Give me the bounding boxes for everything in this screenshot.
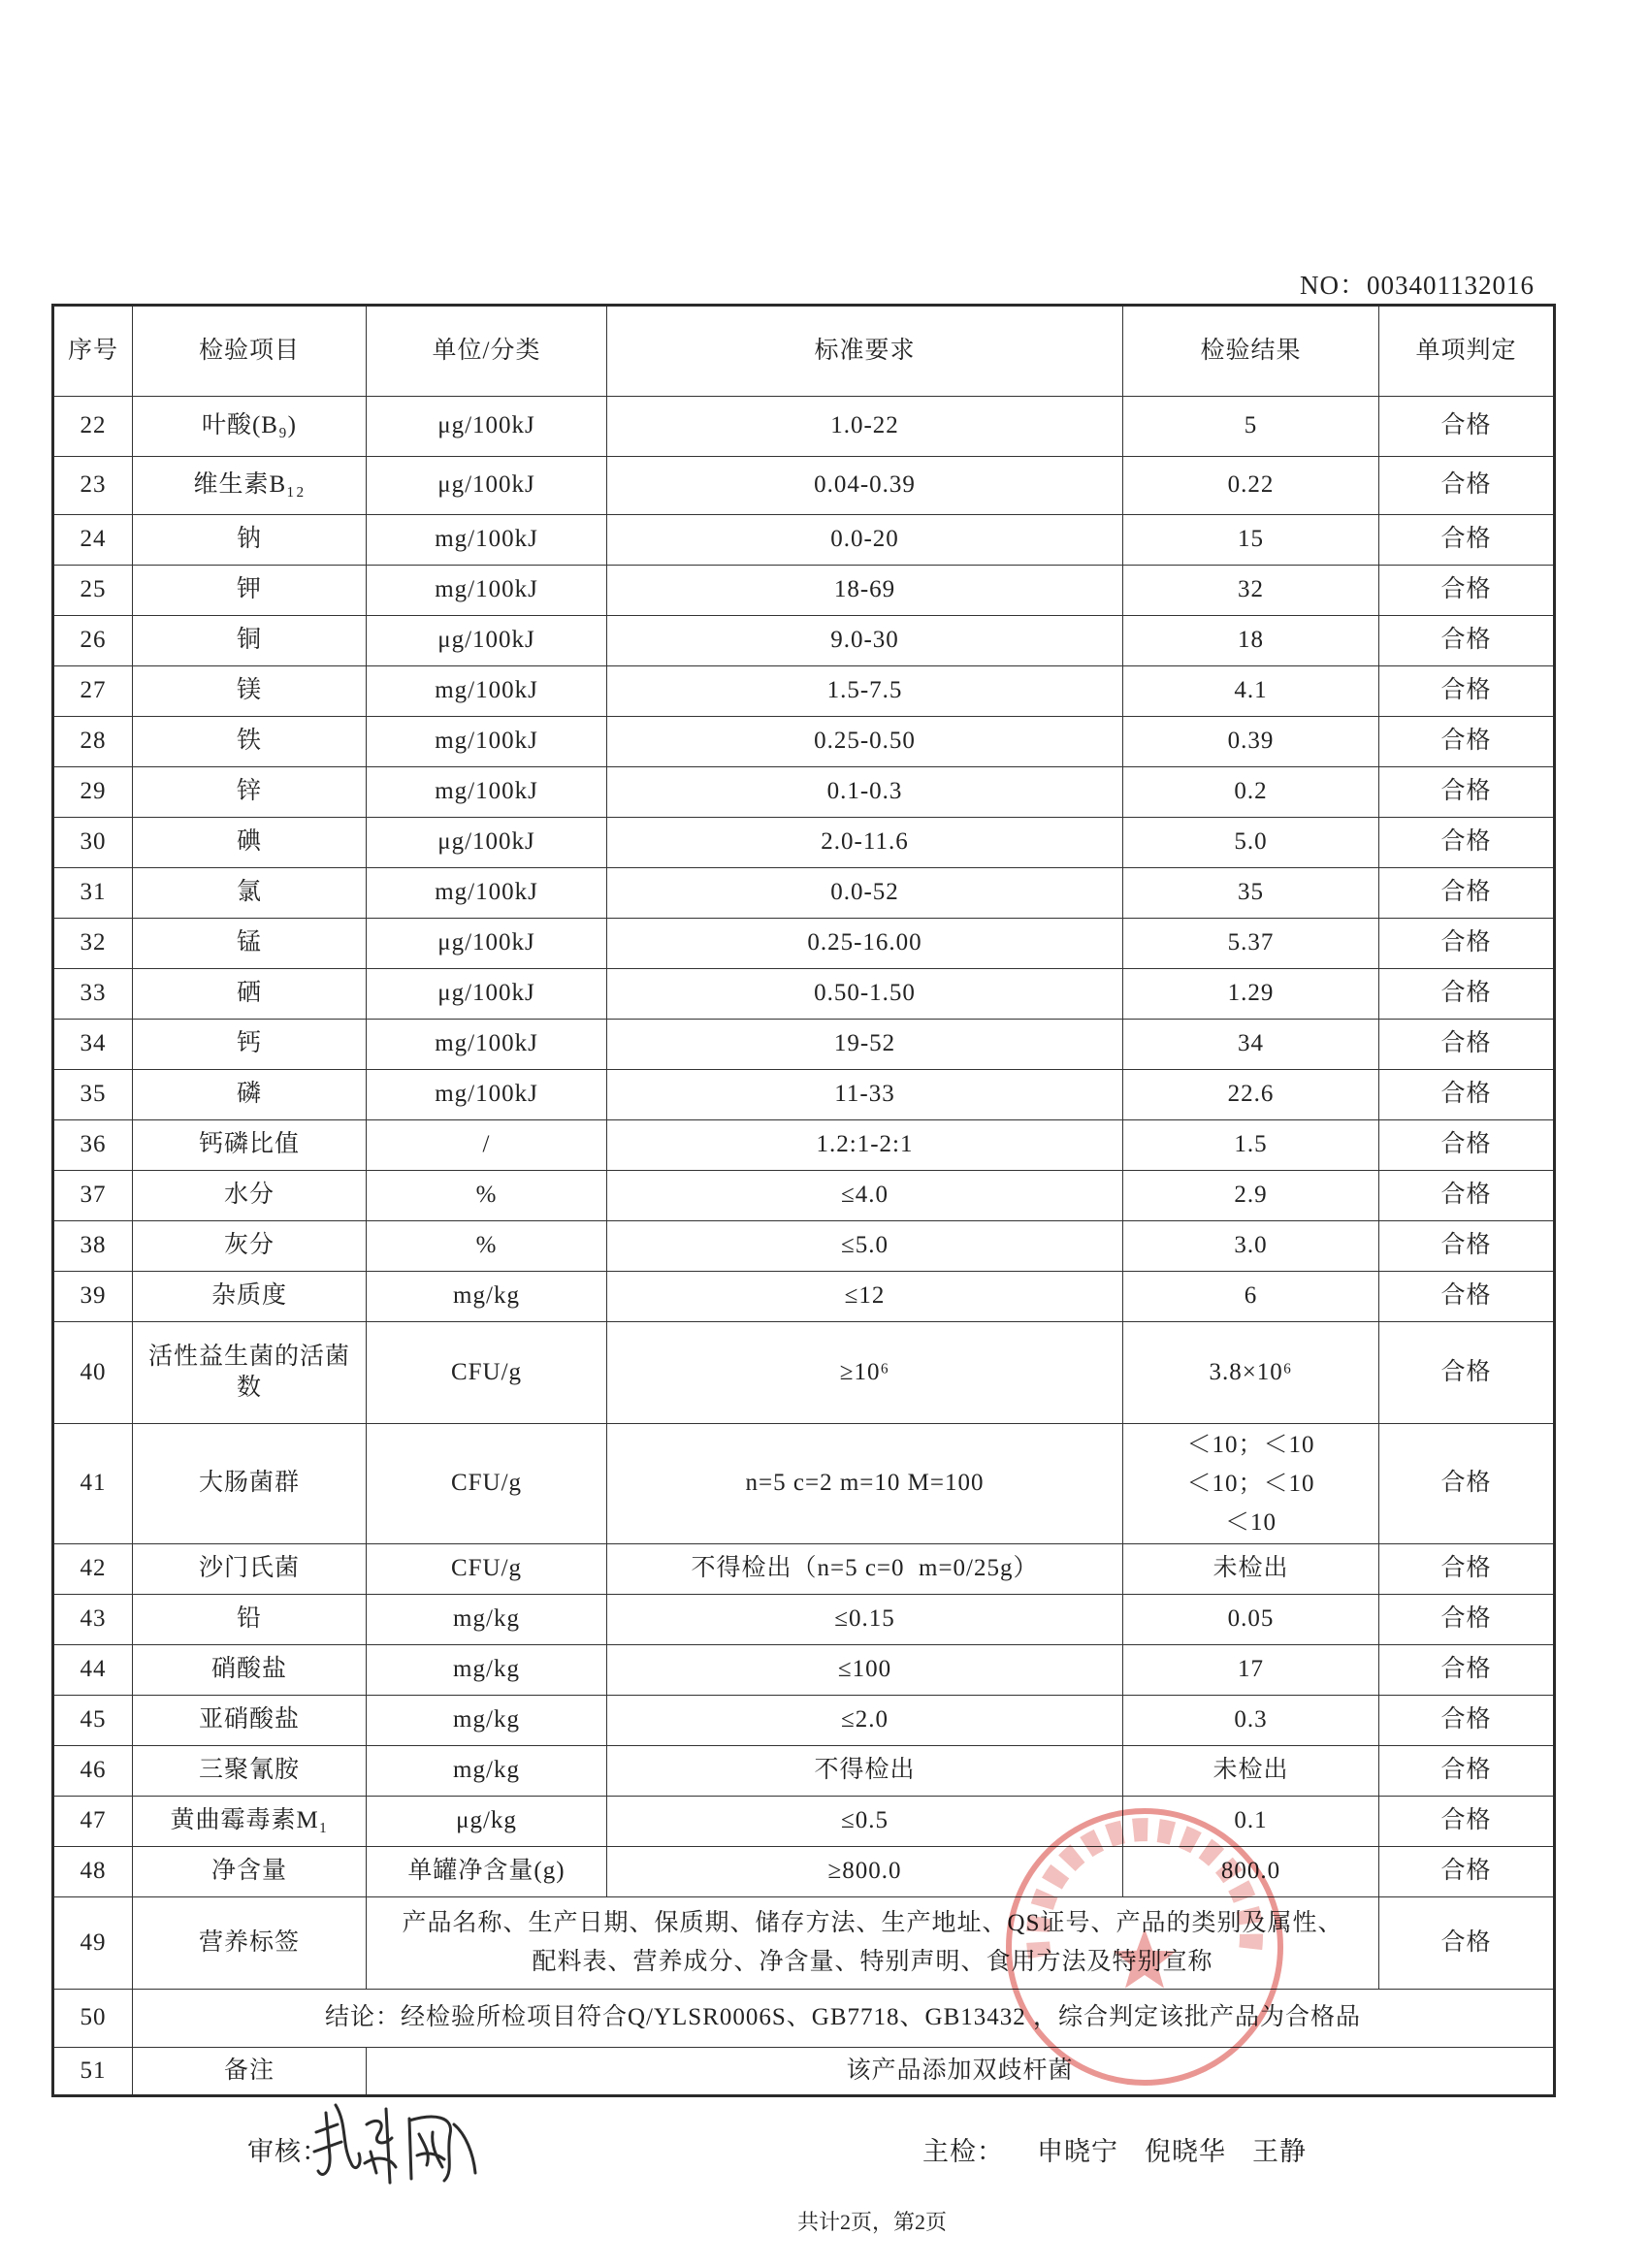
cell-verdict: 合格 [1379,1746,1555,1797]
table-row [53,1070,1555,1120]
cell-result: 5.37 [1123,919,1379,969]
cell-item: 净含量 [133,1847,367,1897]
cell-standard: ≥800.0 [607,1847,1123,1897]
table-row [53,1171,1555,1221]
cell-seq: 48 [53,1847,133,1897]
cell-item: 钙 [133,1020,367,1070]
cell-seq: 32 [53,919,133,969]
cell-item: 亚硝酸盐 [133,1696,367,1746]
table-row-label [53,1897,1555,1990]
cell-standard: 0.04-0.39 [607,457,1123,515]
cell-seq: 30 [53,818,133,868]
cell-unit: 单罐净含量(g) [367,1847,607,1897]
cell-item: 营养标签 [133,1897,367,1990]
cell-verdict: 合格 [1379,1595,1555,1645]
cell-line: ＜10；＜10 [1186,1470,1315,1497]
cell-seq: 41 [53,1424,133,1544]
cell-result: 未检出 [1123,1544,1379,1595]
table-row [53,616,1555,666]
table-row [53,1797,1555,1847]
cell-result: 17 [1123,1645,1379,1696]
cell-unit: μg/100kJ [367,969,607,1020]
cell-verdict: 合格 [1379,515,1555,566]
reviewer-label: 审核： [247,2137,329,2166]
cell-item: 氯 [133,868,367,919]
page-info: 共计2页，第2页 [797,2210,948,2234]
cell-verdict: 合格 [1379,1696,1555,1746]
cell-seq: 46 [53,1746,133,1797]
cell-item: 杂质度 [133,1272,367,1322]
inspection-table [51,304,1556,2097]
inspector-label: 主检： [922,2137,1004,2166]
cell-standard: 11-33 [607,1070,1123,1120]
reviewer-signature [308,2095,483,2192]
cell-result: 0.1 [1123,1797,1379,1847]
table-row [53,919,1555,969]
cell-item: 备注 [133,2048,367,2096]
cell-item: 锌 [133,767,367,818]
inspector-name: 王静 [1252,2137,1307,2166]
table-row [53,1847,1555,1897]
cell-result: 0.22 [1123,457,1379,515]
cell-standard: n=5 c=2 m=10 M=100 [607,1424,1123,1544]
cell-standard: ≤0.15 [607,1595,1123,1645]
cell-verdict: 合格 [1379,397,1555,457]
table-row [53,1120,1555,1171]
table-row [53,767,1555,818]
cell-seq: 51 [53,2048,133,2096]
cell-result: 1.29 [1123,969,1379,1020]
cell-standard: ≤4.0 [607,1171,1123,1221]
cell-seq: 35 [53,1070,133,1120]
cell-standard: ≤0.5 [607,1797,1123,1847]
table-row [53,1424,1555,1544]
cell-result: 15 [1123,515,1379,566]
cell-seq: 40 [53,1322,133,1424]
cell-result: 0.05 [1123,1595,1379,1645]
cell-verdict: 合格 [1379,1424,1555,1544]
table-row [53,397,1555,457]
inspectors-block [922,2130,1333,2168]
cell-seq: 37 [53,1171,133,1221]
cell-item: 镁 [133,666,367,717]
cell-item: 水分 [133,1171,367,1221]
cell-result: 6 [1123,1272,1379,1322]
cell-line: ＜10 [1224,1508,1277,1536]
cell-result: 32 [1123,566,1379,616]
cell-unit: mg/100kJ [367,1070,607,1120]
cell-unit: μg/100kJ [367,397,607,457]
cell-result: 1.5 [1123,1120,1379,1171]
cell-unit: / [367,1120,607,1171]
cell-line: 产品名称、生产日期、保质期、储存方法、生产地址、QS证号、产品的类别及属性、 [402,1910,1343,1936]
cell-item: 钙磷比值 [133,1120,367,1171]
cell-unit: μg/100kJ [367,616,607,666]
table-row [53,969,1555,1020]
cell-standard: ≤2.0 [607,1696,1123,1746]
table-row [53,1696,1555,1746]
cell-verdict: 合格 [1379,566,1555,616]
cell-verdict: 合格 [1379,1171,1555,1221]
cell-unit: mg/kg [367,1272,607,1322]
cell-unit: μg/100kJ [367,818,607,868]
header-seq: 序号 [53,306,133,397]
table-row-remark [53,2048,1555,2096]
cell-standard: 1.2:1-2:1 [607,1120,1123,1171]
cell-verdict: 合格 [1379,1070,1555,1120]
cell-item: 钠 [133,515,367,566]
cell-unit: CFU/g [367,1544,607,1595]
cell-seq: 23 [53,457,133,515]
cell-verdict: 合格 [1379,1322,1555,1424]
cell-line: 配料表、营养成分、净含量、特别声明、食用方法及特别宣称 [532,1949,1213,1975]
cell-item: 铜 [133,616,367,666]
cell-result: 未检出 [1123,1746,1379,1797]
table-row [53,1645,1555,1696]
conclusion-text: 结论：经检验所检项目符合Q/YLSR0006S、GB7718、GB13432 ，综合判定该批产品为合格品 [133,1990,1555,2048]
table-row [53,515,1555,566]
cell-result: 22.6 [1123,1070,1379,1120]
cell-standard: 0.50-1.50 [607,969,1123,1020]
cell-unit: mg/kg [367,1746,607,1797]
cell-standard: 19-52 [607,1020,1123,1070]
cell-unit: mg/kg [367,1595,607,1645]
cell-unit: mg/100kJ [367,717,607,767]
cell-seq: 25 [53,566,133,616]
cell-verdict: 合格 [1379,1221,1555,1272]
cell-seq: 31 [53,868,133,919]
cell-standard: ≥10⁶ [607,1322,1123,1424]
cell-seq: 42 [53,1544,133,1595]
cell-standard: 0.25-0.50 [607,717,1123,767]
cell-verdict: 合格 [1379,1797,1555,1847]
cell-item: 磷 [133,1070,367,1120]
cell-item: 锰 [133,919,367,969]
cell-standard: 2.0-11.6 [607,818,1123,868]
cell-unit: % [367,1221,607,1272]
cell-unit: mg/100kJ [367,868,607,919]
table-row [53,868,1555,919]
header-result: 检验结果 [1123,306,1379,397]
cell-seq: 43 [53,1595,133,1645]
cell-item: 活性益生菌的活菌数 [133,1322,367,1424]
cell-item: 钾 [133,566,367,616]
cell-seq: 26 [53,616,133,666]
cell-standard: 0.1-0.3 [607,767,1123,818]
cell-item: 黄曲霉毒素M₁ [133,1797,367,1847]
cell-item: 铅 [133,1595,367,1645]
cell-verdict: 合格 [1379,818,1555,868]
cell-unit: mg/kg [367,1645,607,1696]
cell-verdict: 合格 [1379,919,1555,969]
cell-item: 维生素B₁₂ [133,457,367,515]
cell-result: 0.39 [1123,717,1379,767]
cell-standard: 不得检出 [607,1746,1123,1797]
cell-standard: 1.5-7.5 [607,666,1123,717]
cell-result: 800.0 [1123,1847,1379,1897]
header-item: 检验项目 [133,306,367,397]
cell-item: 铁 [133,717,367,767]
table-row [53,1746,1555,1797]
table-row [53,457,1555,515]
cell-seq: 49 [53,1897,133,1990]
cell-unit: % [367,1171,607,1221]
table-row [53,1595,1555,1645]
cell-seq: 34 [53,1020,133,1070]
cell-standard: 18-69 [607,566,1123,616]
remark-text: 该产品添加双歧杆菌 [367,2048,1555,2096]
table-row [53,818,1555,868]
cell-seq: 47 [53,1797,133,1847]
cell-seq: 28 [53,717,133,767]
cell-standard: 0.0-20 [607,515,1123,566]
cell-result [1123,1424,1379,1544]
cell-verdict: 合格 [1379,666,1555,717]
cell-result: 0.2 [1123,767,1379,818]
cell-item: 碘 [133,818,367,868]
cell-verdict: 合格 [1379,1645,1555,1696]
cell-item: 大肠菌群 [133,1424,367,1544]
cell-standard: 0.25-16.00 [607,919,1123,969]
cell-seq: 33 [53,969,133,1020]
table-row [53,1221,1555,1272]
cell-unit: CFU/g [367,1322,607,1424]
cell-seq: 38 [53,1221,133,1272]
cell-verdict: 合格 [1379,1020,1555,1070]
cell-result: 34 [1123,1020,1379,1070]
cell-standard: 1.0-22 [607,397,1123,457]
cell-unit: μg/kg [367,1797,607,1847]
cell-verdict: 合格 [1379,1897,1555,1990]
cell-seq: 50 [53,1990,133,2048]
table-row [53,566,1555,616]
table-row-conclusion [53,1990,1555,2048]
cell-unit: mg/100kJ [367,1020,607,1070]
cell-item: 三聚氰胺 [133,1746,367,1797]
cell-item: 硝酸盐 [133,1645,367,1696]
cell-verdict: 合格 [1379,457,1555,515]
cell-unit: μg/100kJ [367,457,607,515]
cell-unit: mg/100kJ [367,666,607,717]
header-standard: 标准要求 [607,306,1123,397]
cell-item: 沙门氏菌 [133,1544,367,1595]
cell-result: 4.1 [1123,666,1379,717]
table-row [53,666,1555,717]
cell-verdict: 合格 [1379,717,1555,767]
cell-unit: CFU/g [367,1424,607,1544]
cell-result: 3.8×10⁶ [1123,1322,1379,1424]
cell-unit: mg/100kJ [367,566,607,616]
header-unit: 单位/分类 [367,306,607,397]
cell-verdict: 合格 [1379,1847,1555,1897]
cell-unit: mg/100kJ [367,767,607,818]
cell-item: 叶酸(B₉) [133,397,367,457]
inspector-name: 倪晓华 [1145,2137,1226,2166]
cell-result: 3.0 [1123,1221,1379,1272]
cell-seq: 36 [53,1120,133,1171]
cell-unit: mg/100kJ [367,515,607,566]
cell-label-requirement [367,1897,1379,1990]
table-header-row [53,306,1555,397]
cell-verdict: 合格 [1379,868,1555,919]
header-verdict: 单项判定 [1379,306,1555,397]
cell-seq: 27 [53,666,133,717]
table-row [53,1322,1555,1424]
cell-item: 硒 [133,969,367,1020]
cell-seq: 39 [53,1272,133,1322]
cell-seq: 45 [53,1696,133,1746]
cell-seq: 22 [53,397,133,457]
cell-seq: 29 [53,767,133,818]
cell-verdict: 合格 [1379,1272,1555,1322]
table-row [53,1020,1555,1070]
report-number: NO：003401132016 [1300,271,1535,300]
cell-verdict: 合格 [1379,969,1555,1020]
cell-standard: ≤12 [607,1272,1123,1322]
cell-result: 35 [1123,868,1379,919]
cell-unit: mg/kg [367,1696,607,1746]
cell-result: 5 [1123,397,1379,457]
cell-verdict: 合格 [1379,1544,1555,1595]
table-row [53,717,1555,767]
cell-seq: 24 [53,515,133,566]
cell-standard: ≤100 [607,1645,1123,1696]
inspector-name: 申晓宁 [1037,2137,1118,2166]
table-row [53,1544,1555,1595]
cell-result: 2.9 [1123,1171,1379,1221]
cell-result: 18 [1123,616,1379,666]
cell-standard: ≤5.0 [607,1221,1123,1272]
cell-standard: 0.0-52 [607,868,1123,919]
cell-result: 0.3 [1123,1696,1379,1746]
cell-seq: 44 [53,1645,133,1696]
cell-unit: μg/100kJ [367,919,607,969]
cell-standard: 不得检出（n=5 c=0 m=0/25g） [607,1544,1123,1595]
cell-verdict: 合格 [1379,767,1555,818]
cell-standard: 9.0-30 [607,616,1123,666]
cell-verdict: 合格 [1379,616,1555,666]
cell-item: 灰分 [133,1221,367,1272]
cell-line: ＜10；＜10 [1186,1431,1315,1458]
cell-result: 5.0 [1123,818,1379,868]
cell-verdict: 合格 [1379,1120,1555,1171]
table-row [53,1272,1555,1322]
